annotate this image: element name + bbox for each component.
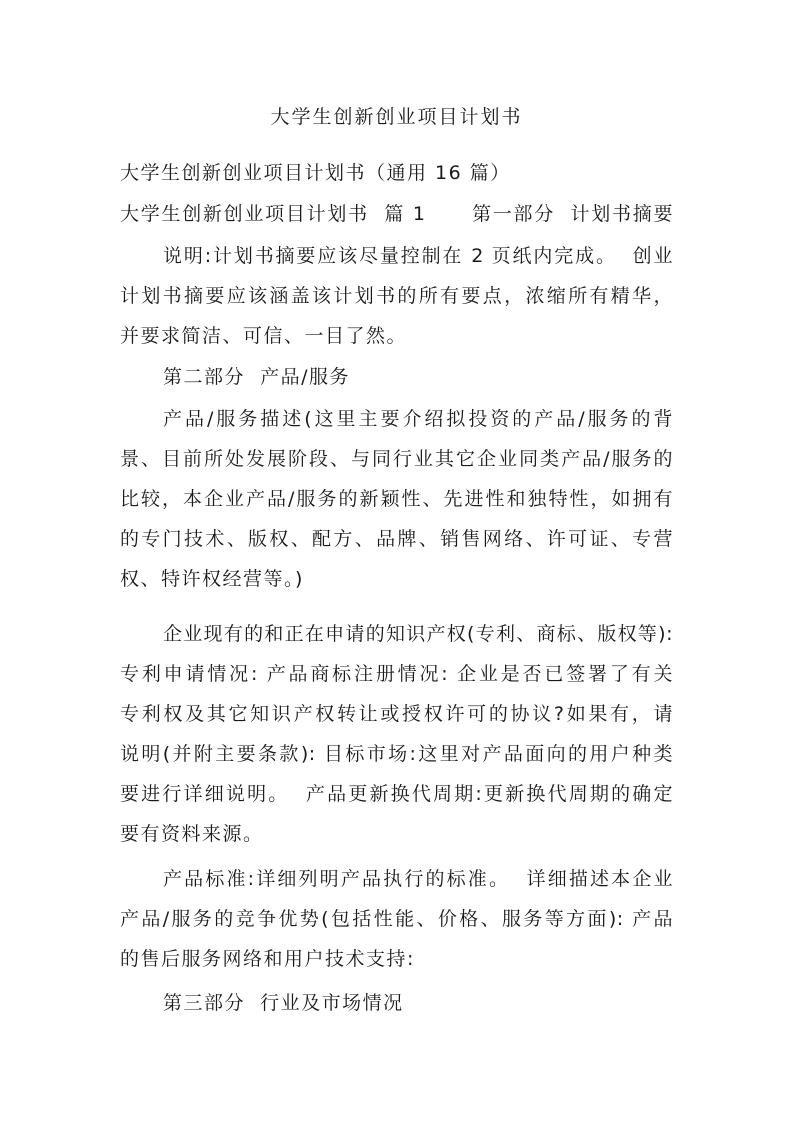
section-heading-part-2: 第二部分 产品/服务 [163, 366, 350, 388]
paragraph-line: 要进行详细说明。 产品更新换代周期:更新换代周期的确定 [120, 783, 673, 805]
paragraph-line: 计划书摘要应该涵盖该计划书的所有要点，浓缩所有精华， [120, 285, 673, 307]
paragraph-line: 专利权及其它知识产权转让或授权许可的协议?如果有，请 [120, 703, 673, 725]
paragraph-line: 说明:计划书摘要应该尽量控制在 2 页纸内完成。 创业 [163, 245, 673, 267]
paragraph-line: 专利申请情况: 产品商标注册情况: 企业是否已签署了有关 [120, 663, 673, 685]
paragraph-line: 要有资料来源。 [120, 823, 264, 845]
paragraph-line: 说明(并附主要条款): 目标市场:这里对产品面向的用户种类 [120, 743, 673, 765]
paragraph-line: 权、特许权经营等。) [120, 568, 304, 590]
section-heading-part-3: 第三部分 行业及市场情况 [163, 992, 404, 1014]
paragraph-line: 产品/服务的竞争优势(包括性能、价格、服务等方面): 产品 [120, 908, 673, 930]
paragraph-line: 企业现有的和正在申请的知识产权(专利、商标、版权等): [163, 623, 673, 645]
paragraph-line: 产品标准:详细列明产品执行的标准。 详细描述本企业 [163, 868, 673, 890]
paragraph-line: 比较，本企业产品/服务的新颖性、先进性和独特性，如拥有 [120, 488, 673, 510]
paragraph-line: 景、目前所处发展阶段、与同行业其它企业同类产品/服务的 [120, 448, 673, 470]
paragraph-line: 产品/服务描述(这里主要介绍拟投资的产品/服务的背 [163, 408, 673, 430]
document-title: 大学生创新创业项目计划书 [270, 106, 523, 128]
section-heading-part-1: 大学生创新创业项目计划书 篇 1 第一部分 计划书摘要 [120, 203, 673, 225]
paragraph-line: 的售后服务网络和用户技术支持: [120, 948, 415, 970]
paragraph-line: 并要求简洁、可信、一目了然。 [120, 325, 408, 347]
document-subtitle: 大学生创新创业项目计划书（通用 16 篇） [120, 162, 511, 184]
paragraph-line: 的专门技术、版权、配方、品牌、销售网络、许可证、专营 [120, 528, 673, 550]
